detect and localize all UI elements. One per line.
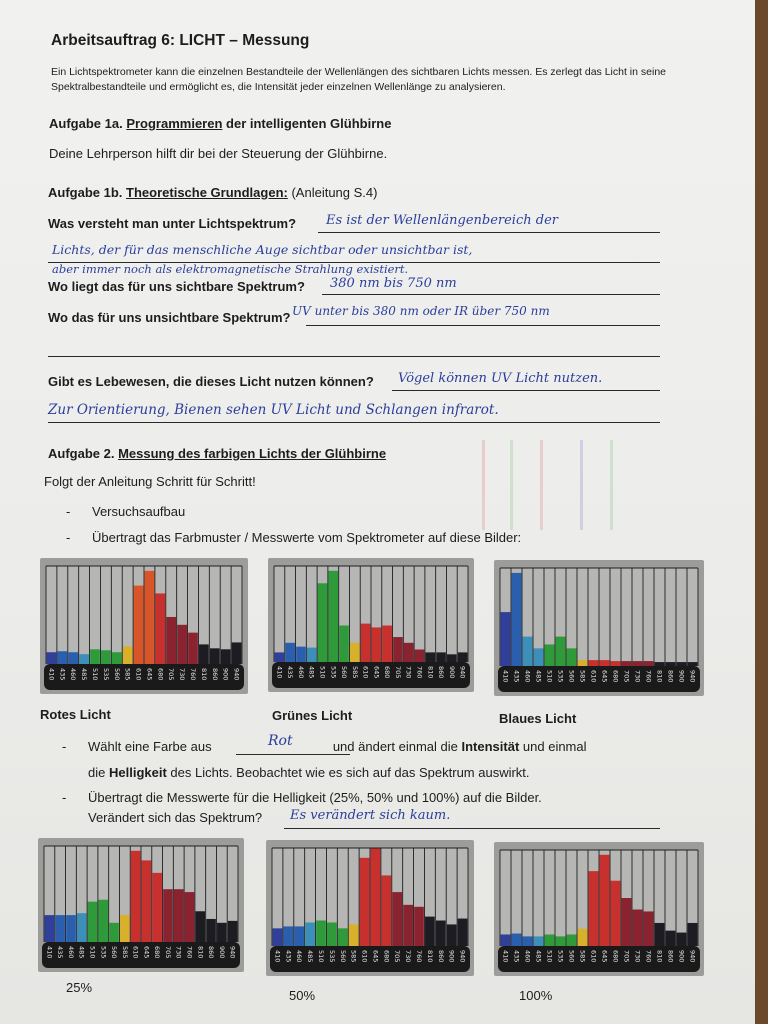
spectrum-bar (185, 892, 195, 942)
tick-label: 680 (382, 950, 391, 963)
spectrum-bar (523, 936, 533, 946)
spectrum-bar (578, 660, 588, 666)
spectrum-bar (688, 662, 698, 666)
step1-line1: Wählt eine Farbe aus und ändert einmal die Intensität und einmal (88, 739, 587, 754)
spectrum-chart-green (268, 558, 474, 692)
spectrum-bar (109, 923, 119, 942)
tick-label: 900 (677, 950, 686, 963)
spectrum-bar (512, 573, 522, 666)
tick-label: 900 (221, 668, 230, 681)
question-spectrum: Was versteht man unter Lichtspektrum? (48, 216, 297, 231)
task-2-intro: Folgt der Anleitung Schritt für Schritt! (44, 474, 256, 489)
spectrum-bar (221, 649, 231, 664)
spectrum-bar (285, 643, 295, 662)
bullet-setup: Versuchsaufbau (92, 504, 186, 519)
chart-label-red: Rotes Licht (40, 707, 111, 722)
bullet-dash: - (62, 739, 67, 754)
spectrum-bar (372, 627, 382, 662)
tick-label: 410 (501, 950, 510, 963)
tick-label: 860 (666, 670, 675, 683)
spectrum-chart-100 (494, 842, 704, 976)
chart-label-green: Grünes Licht (272, 708, 353, 723)
spectrum-bar (534, 648, 544, 666)
tick-label: 810 (655, 670, 664, 683)
spectrum-bar (501, 612, 511, 666)
tick-label: 730 (633, 670, 642, 683)
chart-label-50: 50% (289, 988, 316, 1003)
spectrum-bar (545, 934, 555, 946)
spectrum-bar (228, 921, 238, 942)
tick-label: 410 (275, 666, 284, 679)
tick-label: 760 (644, 950, 653, 963)
tick-label: 705 (393, 950, 402, 963)
tick-label: 860 (210, 668, 219, 681)
spectrum-bar (666, 662, 676, 666)
spectrum-bar (600, 660, 610, 666)
spectrum-bar (349, 924, 359, 946)
tick-label: 645 (600, 950, 609, 963)
tick-label: 705 (167, 668, 176, 681)
tick-label: 485 (306, 950, 315, 963)
answer-spectrum-line2: Lichts, der für das menschliche Auge sichtbar oder unsichtbar ist, (52, 242, 473, 257)
tick-label: 535 (329, 666, 338, 679)
tick-label: 645 (600, 670, 609, 683)
answer-line (306, 325, 660, 326)
step2-line1: Übertragt die Messwerte für die Helligkeit (25%, 50% und 100%) auf die Bilder. (88, 790, 542, 805)
tick-label: 760 (415, 666, 424, 679)
spectrum-bar (361, 624, 371, 662)
spectrum-bar (622, 898, 632, 946)
answer-organisms-line1: Vögel können UV Licht nutzen. (398, 371, 603, 386)
spectrum-bar (644, 661, 654, 666)
spectrum-bar (589, 660, 599, 666)
spectrum-bar (283, 926, 293, 946)
spectrum-bar (166, 617, 176, 664)
tick-label: 810 (425, 950, 434, 963)
bullet-transfer: Übertragt das Farbmuster / Messwerte vom Spektrometer auf diese Bilder: (92, 530, 522, 545)
tick-label: 435 (512, 670, 521, 683)
tick-label: 435 (512, 950, 521, 963)
tick-label: 645 (372, 666, 381, 679)
spectrum-bar (296, 647, 306, 662)
tick-label: 680 (611, 670, 620, 683)
spectrum-bar (206, 919, 216, 942)
tick-label: 460 (69, 668, 78, 681)
tick-label: 410 (273, 950, 282, 963)
tick-label: 485 (80, 668, 89, 681)
tick-label: 810 (199, 668, 208, 681)
spectrum-bar (458, 652, 468, 662)
chart-label-25: 25% (66, 980, 93, 995)
spectrum-bar (134, 586, 144, 664)
spectrum-bar (404, 643, 414, 662)
spectrum-bar (338, 928, 348, 946)
tick-label: 610 (589, 950, 598, 963)
tick-label: 680 (383, 666, 392, 679)
tick-label: 610 (361, 666, 370, 679)
intro-text: Ein Lichtspektrometer kann die einzelnen Bestandteile der Wellenlängen des sichtbaren Lichts messen. Es zerlegt das Licht in seine Spektralbestandteile und ermöglicht es, die Intensität jeder einzelnen Wellenlänge zu analysieren. (51, 66, 666, 93)
tick-label: 900 (447, 950, 456, 963)
spectrum-bar (512, 934, 522, 946)
tick-label: 510 (545, 950, 554, 963)
task-1b-heading: Aufgabe 1b. Theoretische Grundlagen: (Anleitung S.4) (48, 185, 378, 200)
answer-color: Rot (268, 733, 293, 749)
spectrum-bar (210, 648, 220, 664)
spectrum-bar (567, 648, 577, 666)
tick-label: 860 (437, 666, 446, 679)
spectrum-bar (90, 649, 100, 664)
spectrum-bar (655, 923, 665, 946)
tick-label: 485 (307, 666, 316, 679)
tick-label: 940 (688, 950, 697, 963)
tick-label: 535 (101, 668, 110, 681)
bullet-dash: - (66, 504, 71, 519)
spectrum-bar (307, 648, 317, 662)
spectrum-bar (98, 900, 108, 942)
spectrum-bar (447, 654, 457, 662)
tick-label: 560 (112, 668, 121, 681)
tick-label: 535 (556, 670, 565, 683)
answer-spectrum-change: Es verändert sich kaum. (290, 808, 451, 823)
worksheet-title: Arbeitsauftrag 6: LICHT – Messung (51, 32, 310, 49)
spectrum-bar (534, 936, 544, 946)
tick-label: 730 (174, 946, 183, 959)
tick-label: 585 (350, 666, 359, 679)
answer-line (48, 356, 660, 357)
tick-label: 730 (404, 666, 413, 679)
spectrum-bar (447, 924, 457, 946)
tick-label: 435 (284, 950, 293, 963)
spectrum-bar (232, 642, 242, 664)
spectrum-bar (371, 848, 381, 946)
spectrum-bar (556, 637, 566, 666)
tick-label: 860 (436, 950, 445, 963)
tick-label: 410 (501, 670, 510, 683)
spectrum-bar (393, 637, 403, 662)
spectrum-bar (458, 919, 468, 946)
tick-label: 585 (578, 950, 587, 963)
step2-line2: Verändert sich das Spektrum? (88, 810, 263, 825)
tick-label: 435 (58, 668, 67, 681)
spectrum-bar (66, 915, 76, 942)
tick-label: 485 (534, 670, 543, 683)
spectrum-bar (131, 851, 141, 942)
spectrum-bar (47, 652, 57, 664)
spectrum-bar (633, 910, 643, 946)
tick-label: 535 (99, 946, 108, 959)
tick-label: 760 (189, 668, 197, 681)
spectrum-bar (188, 633, 198, 664)
tick-label: 900 (447, 666, 456, 679)
tick-label: 940 (458, 950, 467, 963)
spectrum-bar (145, 571, 155, 664)
spectrum-bar (436, 921, 446, 946)
spectrum-bar (350, 643, 360, 662)
spectrum-bar (600, 855, 610, 946)
tick-label: 680 (611, 950, 620, 963)
answer-line (284, 828, 660, 829)
spectrum-bar (425, 917, 435, 946)
spectrum-bar (275, 652, 285, 662)
tick-label: 410 (45, 946, 54, 959)
tick-label: 560 (567, 950, 576, 963)
task-1a-heading: Aufgabe 1a. Programmieren der intelligenten Glühbirne (49, 116, 392, 131)
tick-label: 435 (56, 946, 65, 959)
spectrum-chart-25 (38, 838, 244, 972)
spectrum-bar (142, 860, 152, 942)
tick-label: 585 (120, 946, 129, 959)
tick-label: 485 (534, 950, 543, 963)
tick-label: 460 (523, 950, 532, 963)
tick-label: 510 (545, 670, 554, 683)
spectrum-bar (120, 915, 130, 942)
answer-invisible: UV unter bis 380 nm oder IR über 750 nm (292, 304, 550, 318)
task-1a-text: Deine Lehrperson hilft dir bei der Steuerung der Glühbirne. (49, 146, 388, 161)
tick-label: 940 (688, 670, 697, 683)
spectrum-bar (123, 646, 133, 664)
answer-spectrum-line1: Es ist der Wellenlängenbereich der (326, 213, 558, 228)
tick-label: 860 (666, 950, 675, 963)
spectrum-bar (578, 929, 588, 946)
tick-label: 585 (578, 670, 587, 683)
spectrum-bar (611, 881, 621, 946)
spectrum-bar (567, 934, 577, 946)
spectrum-bar (294, 926, 304, 946)
spectrum-chart-50 (266, 840, 474, 976)
spectrum-bar (112, 652, 122, 664)
spectrum-bar (622, 661, 632, 666)
spectrum-bar (305, 922, 315, 946)
spectrum-bar (318, 583, 328, 662)
spectrum-bar (195, 911, 205, 942)
tick-label: 435 (286, 666, 295, 679)
spectrum-bar (68, 652, 78, 664)
tick-label: 535 (556, 950, 565, 963)
tick-label: 610 (589, 670, 598, 683)
spectrum-bar (633, 661, 643, 666)
tick-label: 585 (123, 668, 132, 681)
answer-line (236, 754, 350, 755)
spectrum-bar (88, 902, 98, 942)
tick-label: 560 (110, 946, 119, 959)
spectrum-bar (199, 644, 209, 664)
tick-label: 510 (317, 950, 325, 963)
spectrum-bar (273, 928, 283, 946)
spectrum-bar (381, 875, 391, 946)
bullet-dash: - (66, 530, 71, 545)
spectrum-bar (425, 652, 435, 662)
step1-line2: die Helligkeit des Lichts. Beobachtet wie es sich auf das Spektrum auswirkt. (88, 765, 530, 780)
spectrum-bar (677, 662, 687, 666)
bleed-through-marks (470, 440, 660, 530)
tick-label: 940 (232, 668, 241, 681)
answer-line (48, 422, 660, 423)
tick-label: 705 (622, 950, 631, 963)
tick-label: 560 (340, 666, 349, 679)
tick-label: 610 (131, 946, 140, 959)
tick-label: 730 (633, 950, 642, 963)
spectrum-bar (316, 921, 326, 946)
tick-label: 705 (163, 946, 172, 959)
tick-label: 940 (458, 666, 467, 679)
spectrum-bar (79, 654, 89, 664)
tick-label: 510 (318, 666, 327, 679)
spectrum-bar (556, 936, 566, 946)
tick-label: 705 (622, 670, 631, 683)
tick-label: 680 (153, 946, 162, 959)
tick-label: 645 (145, 668, 154, 681)
tick-label: 810 (196, 946, 205, 959)
spectrum-chart-blue (494, 560, 704, 696)
spectrum-bar (403, 905, 413, 946)
tick-label: 760 (415, 950, 423, 963)
tick-label: 760 (644, 670, 653, 683)
tick-label: 535 (327, 950, 336, 963)
answer-spectrum-line3: aber immer noch als elektromagnetische Strahlung existiert. (52, 262, 409, 276)
tick-label: 610 (134, 668, 143, 681)
tick-label: 610 (360, 950, 369, 963)
spectrum-bar (45, 915, 55, 942)
bullet-dash: - (62, 790, 67, 805)
answer-visible: 380 nm bis 750 nm (330, 276, 457, 291)
spectrum-bar (545, 644, 555, 666)
spectrum-bar (415, 650, 425, 662)
answer-line (318, 232, 660, 233)
spectrum-bar (666, 931, 676, 946)
tick-label: 900 (217, 946, 226, 959)
spectrum-bar (57, 651, 67, 664)
spectrum-bar (382, 626, 392, 662)
spectrum-bar (177, 625, 187, 664)
question-invisible: Wo das für uns unsichtbare Spektrum? (48, 310, 291, 325)
spectrum-bar (328, 571, 338, 662)
tick-label: 810 (655, 950, 664, 963)
answer-line (322, 294, 660, 295)
spectrum-bar (414, 907, 424, 946)
spectrum-bar (339, 626, 349, 662)
spectrum-bar (55, 915, 65, 942)
spectrum-bar (436, 652, 446, 662)
tick-label: 510 (91, 668, 99, 681)
tick-label: 645 (142, 946, 151, 959)
spectrum-bar (174, 889, 184, 942)
spectrum-bar (155, 593, 165, 664)
tick-label: 900 (677, 670, 686, 683)
spectrum-bar (589, 871, 599, 946)
tick-label: 645 (371, 950, 380, 963)
tick-label: 560 (338, 950, 347, 963)
tick-label: 460 (295, 950, 304, 963)
tick-label: 680 (156, 668, 165, 681)
spectrum-bar (360, 858, 370, 946)
tick-label: 460 (523, 670, 532, 683)
spectrum-bar (77, 913, 87, 942)
tick-label: 810 (426, 666, 435, 679)
tick-label: 410 (47, 668, 56, 681)
tick-label: 485 (77, 946, 86, 959)
answer-organisms-line2: Zur Orientierung, Bienen sehen UV Licht und Schlangen infrarot. (48, 402, 499, 418)
spectrum-bar (392, 892, 402, 946)
chart-label-blue: Blaues Licht (499, 711, 577, 726)
spectrum-bar (655, 662, 665, 666)
question-visible: Wo liegt das für uns sichtbare Spektrum? (48, 279, 305, 294)
tick-label: 730 (178, 668, 187, 681)
tick-label: 730 (404, 950, 413, 963)
tick-label: 460 (66, 946, 75, 959)
spectrum-bar (677, 933, 687, 946)
tick-label: 510 (88, 946, 97, 959)
spectrum-bar (152, 873, 162, 942)
tick-label: 705 (393, 666, 402, 679)
tick-label: 560 (567, 670, 576, 683)
spectrum-bar (611, 661, 621, 666)
spectrum-bar (163, 889, 173, 942)
answer-line (392, 390, 660, 391)
tick-label: 760 (185, 946, 194, 959)
spectrum-bar (501, 934, 511, 946)
spectrum-bar (644, 911, 654, 946)
spectrum-bar (327, 922, 337, 946)
tick-label: 860 (207, 946, 216, 959)
tick-label: 940 (228, 946, 237, 959)
question-organisms: Gibt es Lebewesen, die dieses Licht nutzen können? (48, 374, 374, 389)
spectrum-bar (101, 650, 111, 664)
tick-label: 460 (296, 666, 305, 679)
chart-label-100: 100% (519, 988, 553, 1003)
spectrum-chart-red (40, 558, 248, 694)
spectrum-bar (217, 923, 227, 942)
spectrum-bar (523, 637, 533, 666)
tick-label: 585 (349, 950, 358, 963)
spectrum-bar (688, 923, 698, 946)
task-2-heading: Aufgabe 2. Messung des farbigen Lichts der Glühbirne (48, 446, 387, 461)
